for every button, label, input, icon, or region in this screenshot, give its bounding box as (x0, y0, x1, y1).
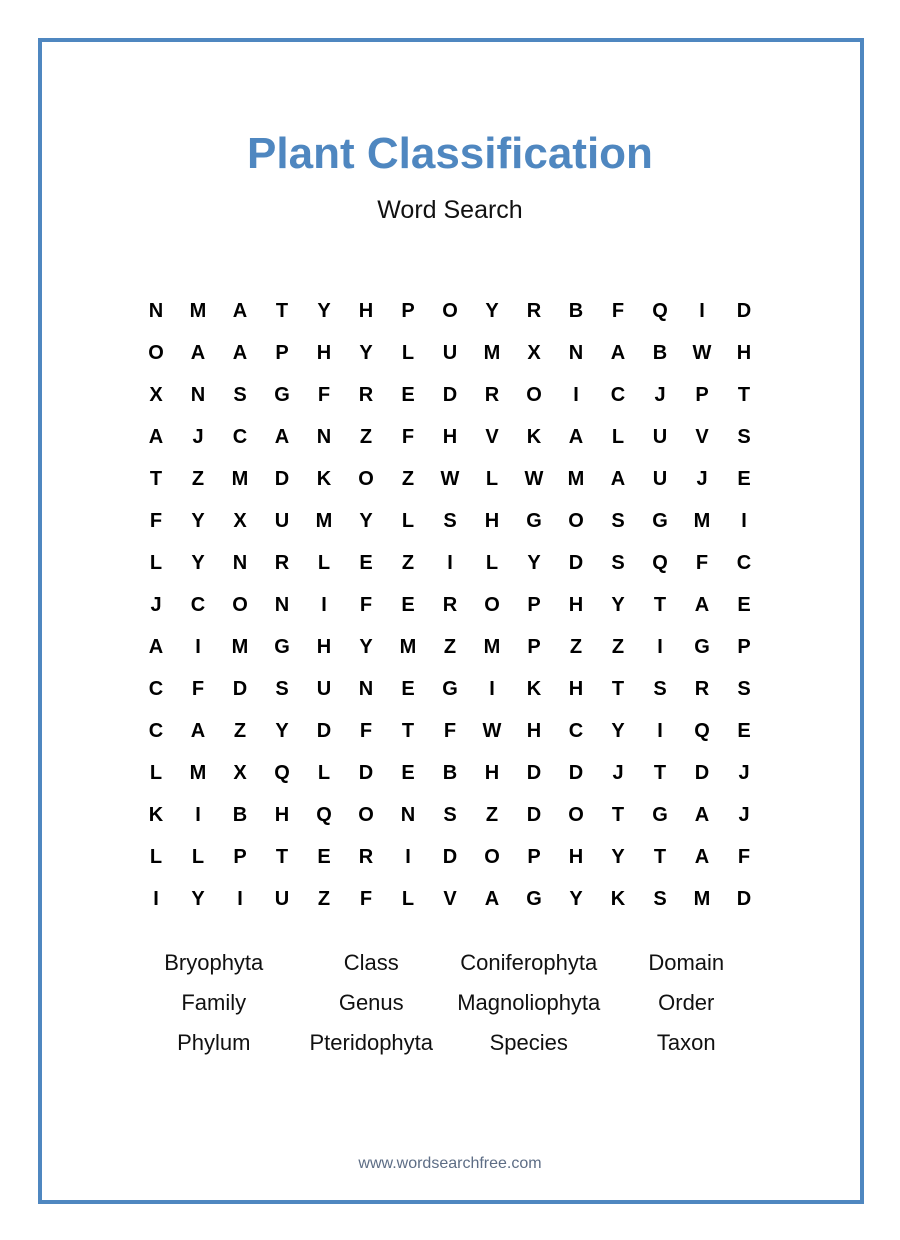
grid-letter[interactable]: C (610, 383, 626, 406)
grid-letter[interactable]: S (653, 677, 667, 700)
grid-letter[interactable]: Y (191, 887, 205, 910)
grid-letter[interactable]: D (736, 887, 752, 910)
grid-letter[interactable]: F (401, 425, 415, 448)
grid-letter[interactable]: Y (359, 509, 373, 532)
grid-row (135, 332, 765, 374)
grid-letter[interactable]: A (610, 467, 626, 490)
grid-letter[interactable]: Q (316, 803, 332, 826)
grid-letter[interactable]: S (653, 887, 667, 910)
grid-letter[interactable]: Y (317, 299, 331, 322)
grid-letter[interactable]: B (652, 341, 668, 364)
grid-letter[interactable]: M (315, 509, 333, 532)
grid-letter[interactable]: I (573, 383, 579, 406)
grid-letter[interactable]: I (237, 887, 243, 910)
grid-letter[interactable]: P (527, 593, 541, 616)
grid-letter[interactable]: H (442, 425, 458, 448)
grid-letter[interactable]: M (483, 341, 501, 364)
grid-letter[interactable]: V (443, 887, 457, 910)
grid-letter[interactable]: H (568, 593, 584, 616)
grid-letter[interactable]: I (153, 887, 159, 910)
grid-letter[interactable]: X (527, 341, 541, 364)
grid-letter[interactable]: Y (359, 341, 373, 364)
grid-letter[interactable]: O (484, 593, 500, 616)
grid-letter[interactable]: C (568, 719, 584, 742)
grid-letter[interactable]: S (611, 551, 625, 574)
grid-letter[interactable]: K (316, 467, 332, 490)
grid-letter[interactable]: S (737, 425, 751, 448)
grid-letter[interactable]: F (359, 887, 373, 910)
grid-row (135, 668, 765, 710)
grid-letter[interactable]: I (321, 593, 327, 616)
grid-letter[interactable]: X (233, 509, 247, 532)
grid-letter[interactable]: A (190, 719, 206, 742)
grid-letter[interactable]: T (275, 299, 289, 322)
grid-letter[interactable]: H (316, 341, 332, 364)
word-item: Coniferophyta (460, 950, 598, 975)
grid-letter[interactable]: E (401, 677, 415, 700)
grid-letter[interactable]: Z (443, 635, 457, 658)
grid-letter[interactable]: H (274, 803, 290, 826)
grid-letter[interactable]: W (440, 467, 460, 490)
grid-letter[interactable]: F (317, 383, 331, 406)
grid-letter[interactable]: A (694, 803, 710, 826)
grid-letter[interactable]: M (189, 299, 207, 322)
grid-letter[interactable]: S (611, 509, 625, 532)
word-list-row (135, 1023, 765, 1063)
grid-letter[interactable]: E (401, 593, 415, 616)
grid-letter[interactable]: H (526, 719, 542, 742)
grid-row (135, 794, 765, 836)
grid-letter[interactable]: T (275, 845, 289, 868)
grid-letter[interactable]: O (358, 467, 374, 490)
grid-letter[interactable]: Y (611, 593, 625, 616)
grid-letter[interactable]: S (443, 803, 457, 826)
word-item: Magnoliophyta (457, 990, 601, 1015)
grid-letter[interactable]: R (484, 383, 500, 406)
grid-letter[interactable]: Y (569, 887, 583, 910)
grid-letter[interactable]: I (195, 803, 201, 826)
word-item: Domain (648, 950, 725, 975)
word-item: Bryophyta (164, 950, 264, 975)
grid-letter[interactable]: A (610, 341, 626, 364)
grid-letter[interactable]: A (568, 425, 584, 448)
grid-letter[interactable]: A (694, 845, 710, 868)
grid-letter[interactable]: I (195, 635, 201, 658)
grid-letter[interactable]: C (232, 425, 248, 448)
grid-letter[interactable]: S (275, 677, 289, 700)
grid-letter[interactable]: L (485, 551, 499, 574)
grid-letter[interactable]: J (738, 803, 750, 826)
grid-letter[interactable]: A (148, 635, 164, 658)
grid-letter[interactable]: U (652, 467, 668, 490)
grid-letter[interactable]: H (316, 635, 332, 658)
grid-letter[interactable]: D (358, 761, 374, 784)
grid-letter[interactable]: D (526, 761, 542, 784)
grid-row (135, 626, 765, 668)
grid-letter[interactable]: O (568, 509, 584, 532)
grid-letter[interactable]: G (526, 887, 542, 910)
grid-letter[interactable]: C (148, 719, 164, 742)
grid-letter[interactable]: O (442, 299, 458, 322)
footer-url: www.wordsearchfree.com (358, 1155, 542, 1172)
grid-letter[interactable]: N (316, 425, 332, 448)
grid-letter[interactable]: G (526, 509, 542, 532)
grid-letter[interactable]: D (568, 551, 584, 574)
grid-letter[interactable]: D (274, 467, 290, 490)
grid-letter[interactable]: T (611, 803, 625, 826)
grid-letter[interactable]: Z (401, 467, 415, 490)
grid-letter[interactable]: B (232, 803, 248, 826)
grid-letter[interactable]: U (316, 677, 332, 700)
grid-letter[interactable]: D (442, 845, 458, 868)
grid-letter[interactable]: I (489, 677, 495, 700)
grid-letter[interactable]: C (736, 551, 752, 574)
grid-letter[interactable]: P (233, 845, 247, 868)
grid-letter[interactable]: H (736, 341, 752, 364)
grid-letter[interactable]: M (231, 467, 249, 490)
grid-letter[interactable]: Y (191, 509, 205, 532)
grid-letter[interactable]: L (149, 761, 163, 784)
grid-letter[interactable]: M (231, 635, 249, 658)
grid-letter[interactable]: F (737, 845, 751, 868)
grid-letter[interactable]: D (694, 761, 710, 784)
word-item: Order (658, 990, 715, 1015)
grid-letter[interactable]: K (148, 803, 164, 826)
grid-letter[interactable]: Y (359, 635, 373, 658)
grid-letter[interactable]: U (442, 341, 458, 364)
grid-letter[interactable]: I (405, 845, 411, 868)
grid-letter[interactable]: Z (401, 551, 415, 574)
grid-row (135, 584, 765, 626)
grid-letter[interactable]: H (358, 299, 374, 322)
grid-letter[interactable]: M (189, 761, 207, 784)
grid-letter[interactable]: C (148, 677, 164, 700)
grid-letter[interactable]: G (274, 383, 290, 406)
grid-letter[interactable]: P (527, 635, 541, 658)
word-list-row (135, 943, 765, 983)
grid-letter[interactable]: L (401, 887, 415, 910)
grid-letter[interactable]: T (653, 761, 667, 784)
grid-letter[interactable]: P (737, 635, 751, 658)
grid-letter[interactable]: L (401, 341, 415, 364)
grid-letter[interactable]: Q (652, 551, 668, 574)
grid-letter[interactable]: E (401, 383, 415, 406)
grid-letter[interactable]: R (358, 383, 374, 406)
grid-letter[interactable]: L (611, 425, 625, 448)
grid-letter[interactable]: P (275, 341, 289, 364)
word-item: Pteridophyta (309, 1030, 434, 1055)
grid-row (135, 878, 765, 920)
grid-letter[interactable]: V (695, 425, 709, 448)
grid-letter[interactable]: Y (275, 719, 289, 742)
grid-letter[interactable]: D (316, 719, 332, 742)
word-item: Genus (338, 990, 404, 1015)
grid-letter[interactable]: R (358, 845, 374, 868)
grid-letter[interactable]: A (484, 887, 500, 910)
grid-letter[interactable]: A (274, 425, 290, 448)
word-item: Taxon (656, 1030, 716, 1055)
grid-letter[interactable]: P (527, 845, 541, 868)
grid-letter[interactable]: Z (191, 467, 205, 490)
grid-letter[interactable]: T (737, 383, 751, 406)
grid-letter[interactable]: T (149, 467, 163, 490)
grid-letter[interactable]: J (150, 593, 162, 616)
grid-letter[interactable]: G (652, 803, 668, 826)
grid-letter[interactable]: B (442, 761, 458, 784)
grid-letter[interactable]: Z (569, 635, 583, 658)
grid-letter[interactable]: F (191, 677, 205, 700)
grid-letter[interactable]: W (524, 467, 544, 490)
grid-row (135, 500, 765, 542)
grid-letter[interactable]: Q (274, 761, 290, 784)
grid-letter[interactable]: A (232, 299, 248, 322)
grid-row (135, 710, 765, 752)
grid-letter[interactable]: F (149, 509, 163, 532)
grid-letter[interactable]: A (232, 341, 248, 364)
grid-letter[interactable]: Z (233, 719, 247, 742)
grid-letter[interactable]: H (568, 845, 584, 868)
grid-letter[interactable]: I (447, 551, 453, 574)
grid-letter[interactable]: K (610, 887, 626, 910)
grid-row (135, 374, 765, 416)
grid-letter[interactable]: L (149, 551, 163, 574)
grid-letter[interactable]: Z (485, 803, 499, 826)
grid-letter[interactable]: E (737, 467, 751, 490)
grid-letter[interactable]: N (358, 677, 374, 700)
grid-letter[interactable]: G (442, 677, 458, 700)
grid-letter[interactable]: M (693, 887, 711, 910)
grid-letter[interactable]: P (401, 299, 415, 322)
grid-letter[interactable]: W (692, 341, 712, 364)
grid-letter[interactable]: O (484, 845, 500, 868)
grid-letter[interactable]: H (568, 677, 584, 700)
grid-letter[interactable]: G (274, 635, 290, 658)
grid-letter[interactable]: D (232, 677, 248, 700)
grid-letter[interactable]: Y (611, 845, 625, 868)
grid-letter[interactable]: V (485, 425, 499, 448)
grid-row (135, 542, 765, 584)
grid-letter[interactable]: E (737, 719, 751, 742)
grid-letter[interactable]: O (568, 803, 584, 826)
grid-letter[interactable]: U (274, 887, 290, 910)
grid-letter[interactable]: J (696, 467, 708, 490)
grid-letter[interactable]: P (695, 383, 709, 406)
grid-letter[interactable]: H (484, 509, 500, 532)
grid-letter[interactable]: L (149, 845, 163, 868)
grid-letter[interactable]: W (482, 719, 502, 742)
grid-letter[interactable]: E (737, 593, 751, 616)
grid-letter[interactable]: T (401, 719, 415, 742)
grid-letter[interactable]: I (741, 509, 747, 532)
grid-letter[interactable]: T (653, 593, 667, 616)
grid-letter[interactable]: F (611, 299, 625, 322)
grid-letter[interactable]: Y (485, 299, 499, 322)
grid-letter[interactable]: E (401, 761, 415, 784)
grid-letter[interactable]: Y (191, 551, 205, 574)
grid-letter[interactable]: Q (694, 719, 710, 742)
grid-letter[interactable]: N (148, 299, 164, 322)
grid-letter[interactable]: G (652, 509, 668, 532)
grid-letter[interactable]: N (400, 803, 416, 826)
grid-letter[interactable]: B (568, 299, 584, 322)
grid-letter[interactable]: X (233, 761, 247, 784)
word-item: Family (181, 990, 247, 1015)
grid-letter[interactable]: G (694, 635, 710, 658)
grid-letter[interactable]: A (148, 425, 164, 448)
word-item: Phylum (177, 1030, 251, 1055)
grid-letter[interactable]: Z (611, 635, 625, 658)
grid-letter[interactable]: Z (317, 887, 331, 910)
grid-letter[interactable]: H (484, 761, 500, 784)
grid-letter[interactable]: D (442, 383, 458, 406)
grid-letter[interactable]: M (567, 467, 585, 490)
grid-row (135, 458, 765, 500)
grid-letter[interactable]: C (190, 593, 206, 616)
grid-letter[interactable]: I (657, 635, 663, 658)
grid-letter[interactable]: R (526, 299, 542, 322)
grid-letter[interactable]: S (737, 677, 751, 700)
grid-letter[interactable]: Z (359, 425, 373, 448)
letter-grid (135, 290, 765, 920)
grid-letter[interactable]: M (693, 509, 711, 532)
grid-letter[interactable]: T (611, 677, 625, 700)
grid-row (135, 290, 765, 332)
grid-letter[interactable]: F (359, 593, 373, 616)
grid-letter[interactable]: R (274, 551, 290, 574)
grid-letter[interactable]: L (401, 509, 415, 532)
grid-letter[interactable]: J (192, 425, 204, 448)
grid-letter[interactable]: O (148, 341, 164, 364)
grid-letter[interactable]: Y (611, 719, 625, 742)
grid-letter[interactable]: U (652, 425, 668, 448)
grid-letter[interactable]: O (232, 593, 248, 616)
grid-letter[interactable]: E (359, 551, 373, 574)
grid-letter[interactable]: J (654, 383, 666, 406)
grid-letter[interactable]: J (738, 761, 750, 784)
grid-letter[interactable]: X (149, 383, 163, 406)
grid-letter[interactable]: A (190, 341, 206, 364)
grid-row (135, 752, 765, 794)
grid-letter[interactable]: M (483, 635, 501, 658)
word-list (135, 943, 765, 1063)
grid-letter[interactable]: L (317, 761, 331, 784)
grid-letter[interactable]: N (190, 383, 206, 406)
grid-letter[interactable]: O (358, 803, 374, 826)
word-item: Species (489, 1030, 568, 1055)
page-subtitle: Word Search (377, 196, 523, 224)
grid-letter[interactable]: U (274, 509, 290, 532)
grid-letter[interactable]: N (274, 593, 290, 616)
grid-letter[interactable]: R (442, 593, 458, 616)
grid-letter[interactable]: R (694, 677, 710, 700)
grid-letter[interactable]: I (657, 719, 663, 742)
grid-letter[interactable]: F (695, 551, 709, 574)
grid-letter[interactable]: D (736, 299, 752, 322)
page-title: Plant Classification (247, 129, 653, 178)
grid-letter[interactable]: L (317, 551, 331, 574)
grid-letter[interactable]: S (233, 383, 247, 406)
grid-letter[interactable]: F (443, 719, 457, 742)
grid-letter[interactable]: N (568, 341, 584, 364)
grid-letter[interactable]: O (526, 383, 542, 406)
grid-letter[interactable]: L (485, 467, 499, 490)
grid-row (135, 836, 765, 878)
grid-letter[interactable]: D (526, 803, 542, 826)
grid-letter[interactable]: E (317, 845, 331, 868)
grid-letter[interactable]: K (526, 425, 542, 448)
word-item: Class (343, 950, 399, 975)
grid-letter[interactable]: T (653, 845, 667, 868)
grid-letter[interactable]: Y (527, 551, 541, 574)
word-list-row (135, 983, 765, 1023)
grid-letter[interactable]: Q (652, 299, 668, 322)
grid-letter[interactable]: M (399, 635, 417, 658)
grid-letter[interactable]: N (232, 551, 248, 574)
grid-letter[interactable]: D (568, 761, 584, 784)
grid-letter[interactable]: A (694, 593, 710, 616)
grid-letter[interactable]: J (612, 761, 624, 784)
grid-letter[interactable]: F (359, 719, 373, 742)
grid-letter[interactable]: L (191, 845, 205, 868)
grid-letter[interactable]: I (699, 299, 705, 322)
grid-letter[interactable]: S (443, 509, 457, 532)
grid-row (135, 416, 765, 458)
grid-letter[interactable]: K (526, 677, 542, 700)
